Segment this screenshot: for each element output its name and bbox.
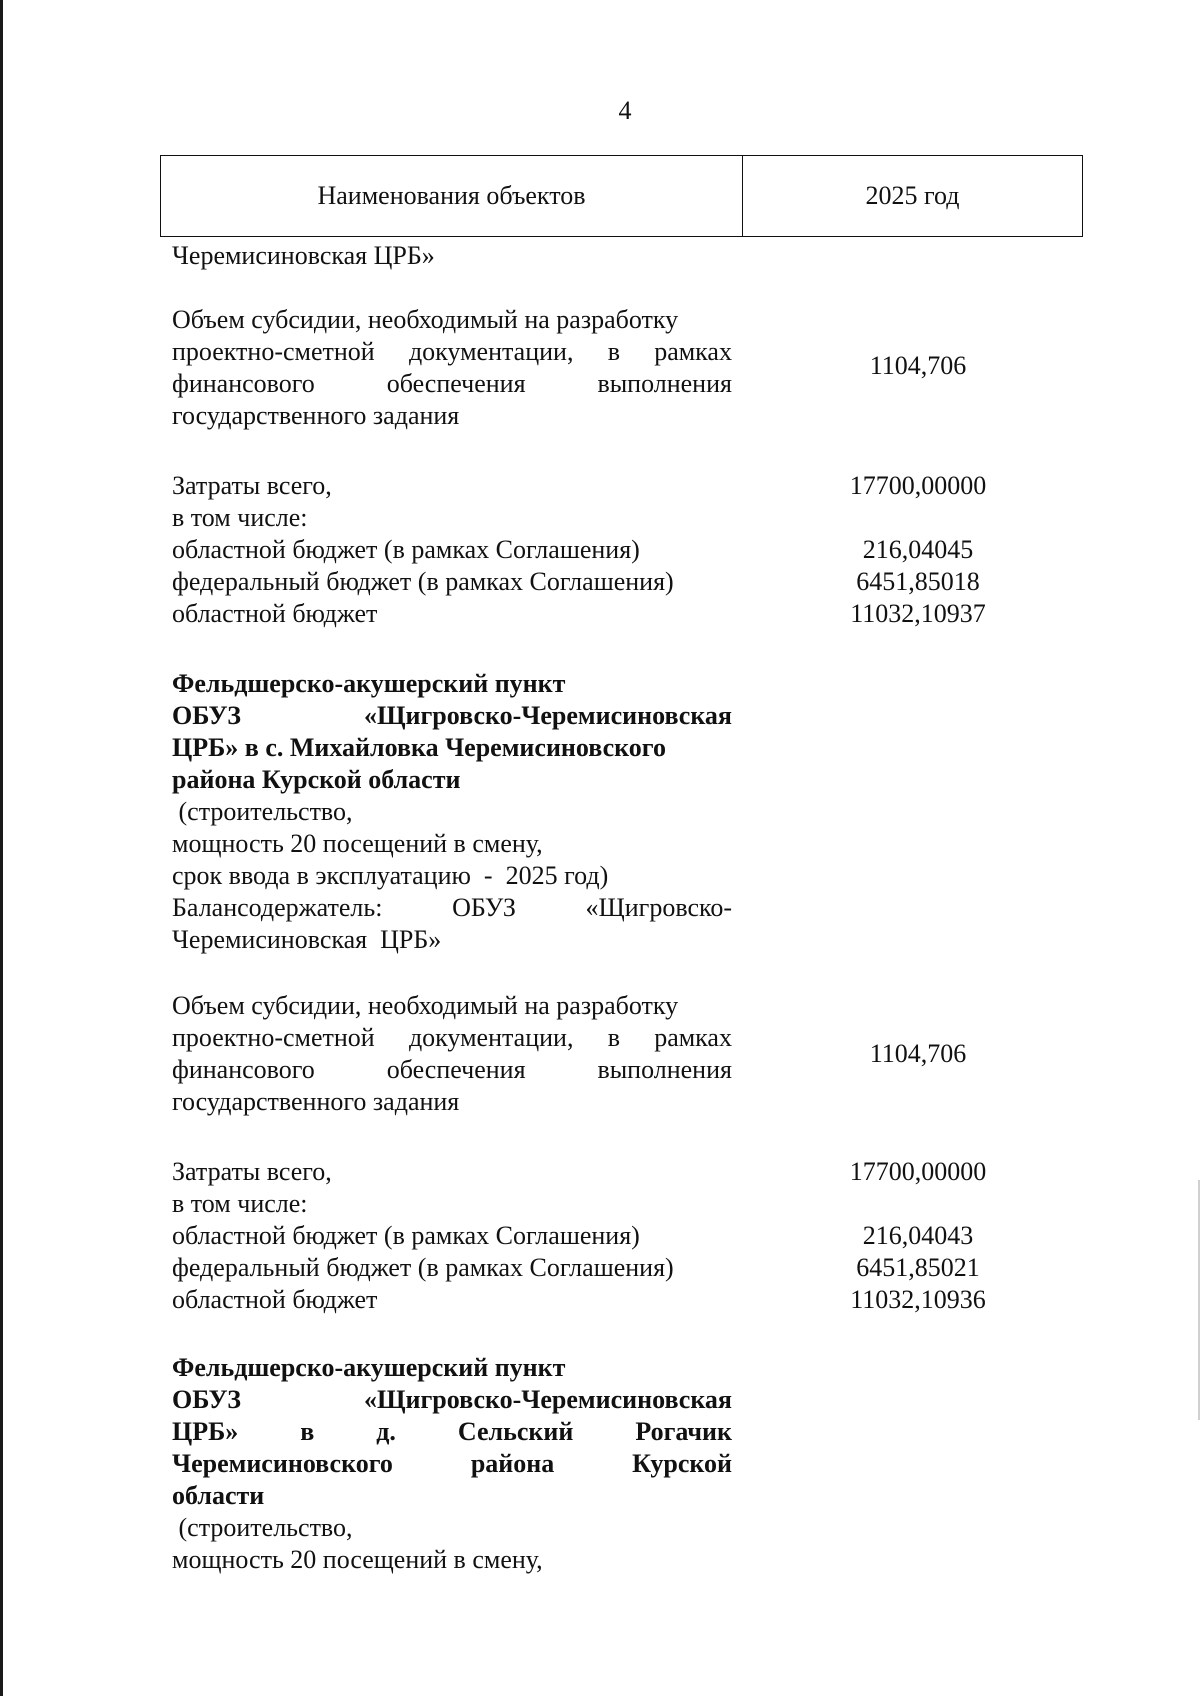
word: «Щигровско-: [585, 893, 732, 922]
block1-costs-total-value: 17700,00000: [849, 471, 987, 500]
word: рамках: [654, 337, 732, 366]
block2-subsidy-value: 1104,706: [869, 1039, 967, 1068]
block1-subsidy-line2: [172, 336, 732, 368]
block1-costs-including: в том числе:: [172, 503, 308, 532]
block2-federal-agreement-value: 6451,85021: [856, 1253, 980, 1282]
block1-costs-total-label: Затраты всего,: [172, 471, 332, 500]
block1-federal-agreement-value: 6451,85018: [856, 567, 980, 596]
block2-costs-including: в том числе:: [172, 1189, 308, 1218]
block3-title-line3: [172, 1416, 732, 1448]
block1-regional-agreement-value: 216,04045: [862, 535, 974, 564]
word: ЦРБ»: [172, 1417, 239, 1446]
word: ОБУЗ: [452, 893, 516, 922]
word: документации,: [408, 337, 574, 366]
block2-subsidy-line4: государственного задания: [172, 1087, 460, 1116]
word: выполнения: [597, 1055, 732, 1084]
word: финансового: [172, 1055, 315, 1084]
block1-regional-value: 11032,10937: [850, 599, 986, 628]
block1-subsidy-line1: Объем субсидии, необходимый на разработку: [172, 305, 679, 334]
word: «Щигровско-Черемисиновская: [363, 701, 732, 730]
word: в: [607, 1023, 620, 1052]
block2-detail3: срок ввода в эксплуатацию - 2025 год): [172, 861, 609, 890]
table-header: [160, 155, 1083, 237]
word: района: [470, 1449, 555, 1478]
header-name-column: Наименования объектов: [161, 156, 743, 236]
block3-title-line5: области: [172, 1481, 265, 1510]
block2-subsidy-line1: Объем субсидии, необходимый на разработку: [172, 991, 679, 1020]
block1-continuation: Черемисиновская ЦРБ»: [172, 241, 435, 270]
block2-regional-agreement-value: 216,04043: [862, 1221, 974, 1250]
block2-detail1: (строительство,: [172, 797, 353, 826]
block2-costs-total-value: 17700,00000: [849, 1157, 987, 1186]
word: в: [300, 1417, 315, 1446]
block3-title-line1: Фельдшерско-акушерский пункт: [172, 1353, 566, 1382]
block2-federal-agreement-label: федеральный бюджет (в рамках Соглашения): [172, 1253, 674, 1282]
block1-subsidy-line4: государственного задания: [172, 401, 460, 430]
block3-detail2: мощность 20 посещений в смену,: [172, 1545, 543, 1574]
block2-subsidy-line3: [172, 1054, 732, 1086]
block1-subsidy-line3: [172, 368, 732, 400]
word: Рогачик: [635, 1417, 732, 1446]
word: финансового: [172, 369, 315, 398]
block2-holder: [172, 892, 732, 924]
word: документации,: [408, 1023, 574, 1052]
word: обеспечения: [386, 1055, 526, 1084]
page-number: 4: [618, 96, 632, 125]
header-year-column: 2025 год: [865, 181, 960, 210]
word: «Щигровско-Черемисиновская: [363, 1385, 732, 1414]
scan-edge-left: [0, 0, 3, 1696]
word: проектно-сметной: [172, 1023, 375, 1052]
word: Балансодержатель:: [172, 893, 383, 922]
block2-title-line4: района Курской области: [172, 765, 461, 794]
word: выполнения: [597, 369, 732, 398]
block1-federal-agreement-label: федеральный бюджет (в рамках Соглашения): [172, 567, 674, 596]
block2-costs-total-label: Затраты всего,: [172, 1157, 332, 1186]
word: Черемисиновского: [172, 1449, 393, 1478]
block3-title-line4: [172, 1448, 732, 1480]
block2-detail2: мощность 20 посещений в смену,: [172, 829, 543, 858]
word: ОБУЗ: [172, 1385, 241, 1414]
word: обеспечения: [386, 369, 526, 398]
word: проектно-сметной: [172, 337, 375, 366]
word: ОБУЗ: [172, 701, 241, 730]
block2-holder-cont: Черемисиновская ЦРБ»: [172, 925, 442, 954]
block2-subsidy-line2: [172, 1022, 732, 1054]
block1-regional-agreement-label: областной бюджет (в рамках Соглашения): [172, 535, 640, 564]
block3-detail1: (строительство,: [172, 1513, 353, 1542]
word: Сельский: [457, 1417, 574, 1446]
block2-title-line3: ЦРБ» в с. Михайловка Черемисиновского: [172, 733, 666, 762]
block2-title-line1: Фельдшерско-акушерский пункт: [172, 669, 566, 698]
word: в: [607, 337, 620, 366]
block1-subsidy-value: 1104,706: [869, 351, 967, 380]
block2-regional-agreement-label: областной бюджет (в рамках Соглашения): [172, 1221, 640, 1250]
word: д.: [376, 1417, 396, 1446]
word: рамках: [654, 1023, 732, 1052]
block3-title-line2: [172, 1384, 732, 1416]
word: Курской: [632, 1449, 732, 1478]
block2-regional-value: 11032,10936: [850, 1285, 986, 1314]
block1-regional-label: областной бюджет: [172, 599, 378, 628]
block2-regional-label: областной бюджет: [172, 1285, 378, 1314]
block2-title-line2: [172, 700, 732, 732]
